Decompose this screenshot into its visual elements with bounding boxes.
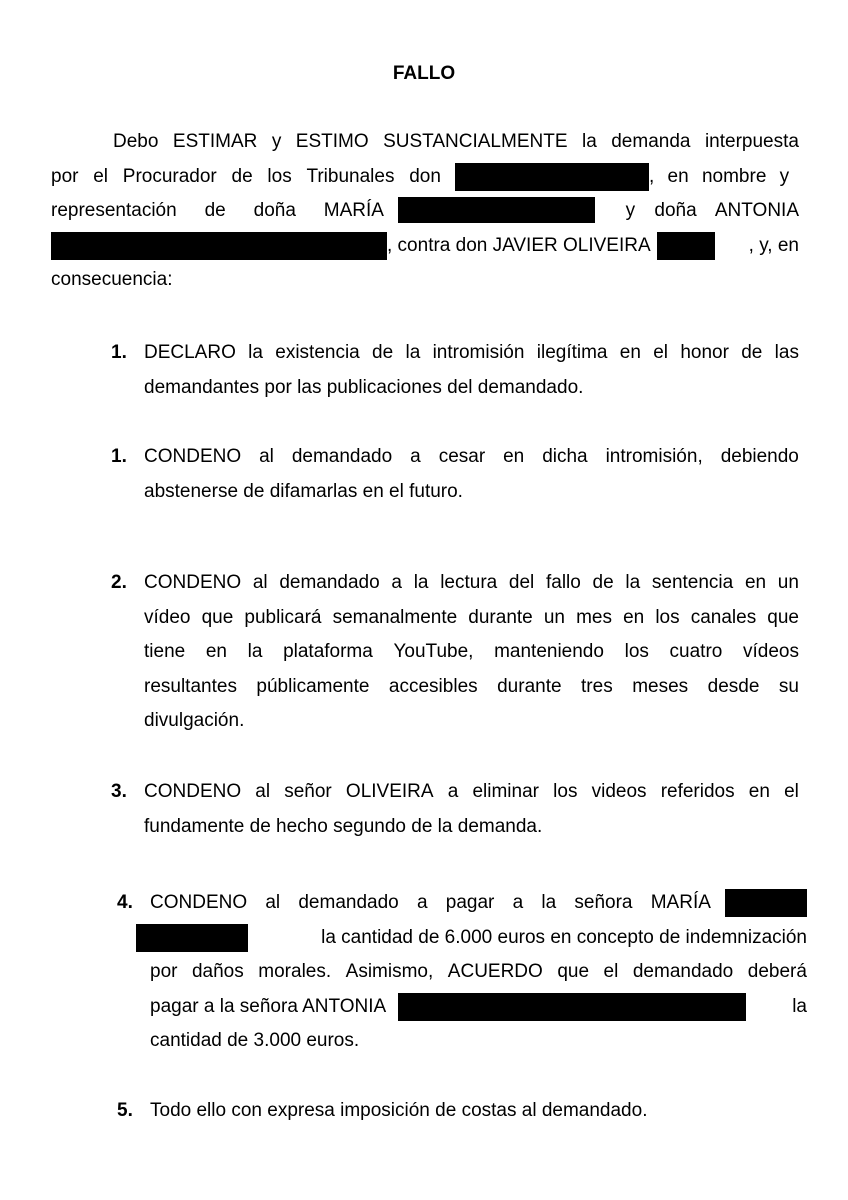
- item-number: 1.: [111, 342, 127, 363]
- item-number: 1.: [111, 446, 127, 467]
- redaction-block: [725, 889, 807, 917]
- redaction-block: [398, 197, 595, 223]
- item-number: 2.: [111, 572, 127, 593]
- intro-line-5: consecuencia:: [51, 269, 173, 290]
- intro-line-3: representación de doña MARÍA y doña ANTONIA: [51, 199, 799, 234]
- redaction-block: [455, 163, 649, 191]
- intro-line-4: , contra don JAVIER OLIVEIRA , y, en: [51, 234, 799, 269]
- intro-line-2: por el Procurador de los Tribunales don , en nombre y: [51, 165, 799, 200]
- item-number: 5.: [117, 1100, 133, 1121]
- redaction-block: [398, 993, 746, 1021]
- document-title: FALLO: [392, 63, 456, 84]
- item-number: 3.: [111, 781, 127, 802]
- redaction-block: [136, 924, 248, 952]
- redaction-block: [51, 232, 387, 260]
- redaction-block: [657, 232, 715, 260]
- intro-line-1: Debo ESTIMAR y ESTIMO SUSTANCIALMENTE la demanda interpuesta: [113, 131, 799, 152]
- item-number: 4.: [117, 892, 133, 913]
- document-page: FALLO Debo ESTIMAR y ESTIMO SUSTANCIALMENTE la demanda interpuesta por el Procurador de los Tribunales don , en nombre y representación de doña MARÍA y doña ANTONIA , contra don JAVIER OLIVEIRA , y, en consecuencia: 1. DECLARO la existencia de la intromisión ilegítima en el honor de las demandantes por las publicaciones del demandado. 1. CONDENO al demandado a cesar en dicha intromisión, debiendo abstenerse de difamarlas en el futuro. 2. CONDENO al demandado a la lectura del fallo de la sentencia en un vídeo que publicará semanalmente durante un mes en los canales que tiene en la plataforma YouTube, manteniendo los cuatro vídeos resultantes públicamente accesibles durante tres meses desde su divulgación. 3. CONDENO al señor OLIVEIRA a eliminar los videos referidos en el fundamente de hecho segundo de la demanda. 4. CONDENO al demandado a pagar a la señora MARÍA la cantidad de 6.000 euros en concepto de indemnización por daños morales. Asimismo, ACUERDO que el demandado deberá pagar a la señora ANTONIA la cantidad de 3.000 euros. 5. Todo ello con expresa imposición de costas al demandado.: [0, 0, 848, 1200]
- intro-paragraph: [51, 130, 799, 303]
